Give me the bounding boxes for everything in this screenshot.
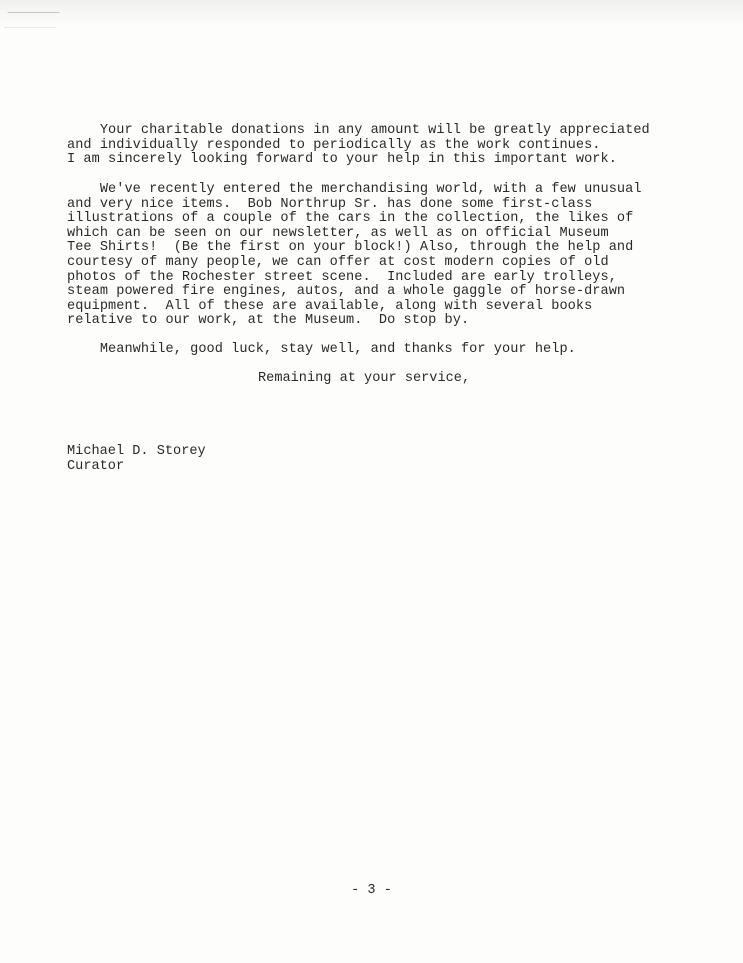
page-number: - 3 - — [351, 883, 392, 898]
signature-title: Curator — [67, 459, 125, 474]
signature-name: Michael D. Storey — [67, 444, 206, 459]
scan-edge-shadow — [0, 0, 743, 26]
scan-corner-mark — [4, 12, 59, 28]
paragraph-meanwhile: Meanwhile, good luck, stay well, and thanks for your help. — [67, 342, 576, 357]
paragraph-merchandising: We've recently entered the merchandising world, with a few unusual and very nice items. Bob Northrup Sr. has done some first-class illustrations of a couple of the cars in the collection, the likes of which can be seen on our newsletter, as well as on official Museum Tee Shirts! (Be the first on your block!) Also, through the help and courtesy of many people, we can offer at cost modern copies of old photos of the Rochester street scene. Included are early trolleys, steam powered fire engines, autos, and a whole gaggle of horse-drawn equipment. All of these are available, along with several books relative to our work, at the Museum. Do stop by. — [67, 182, 642, 329]
paragraph-donations: Your charitable donations in any amount will be greatly appreciated and individually responded to periodically as the work continues. I am sincerely looking forward to your help in this important work. — [67, 123, 650, 168]
closing-line: Remaining at your service, — [258, 371, 471, 386]
